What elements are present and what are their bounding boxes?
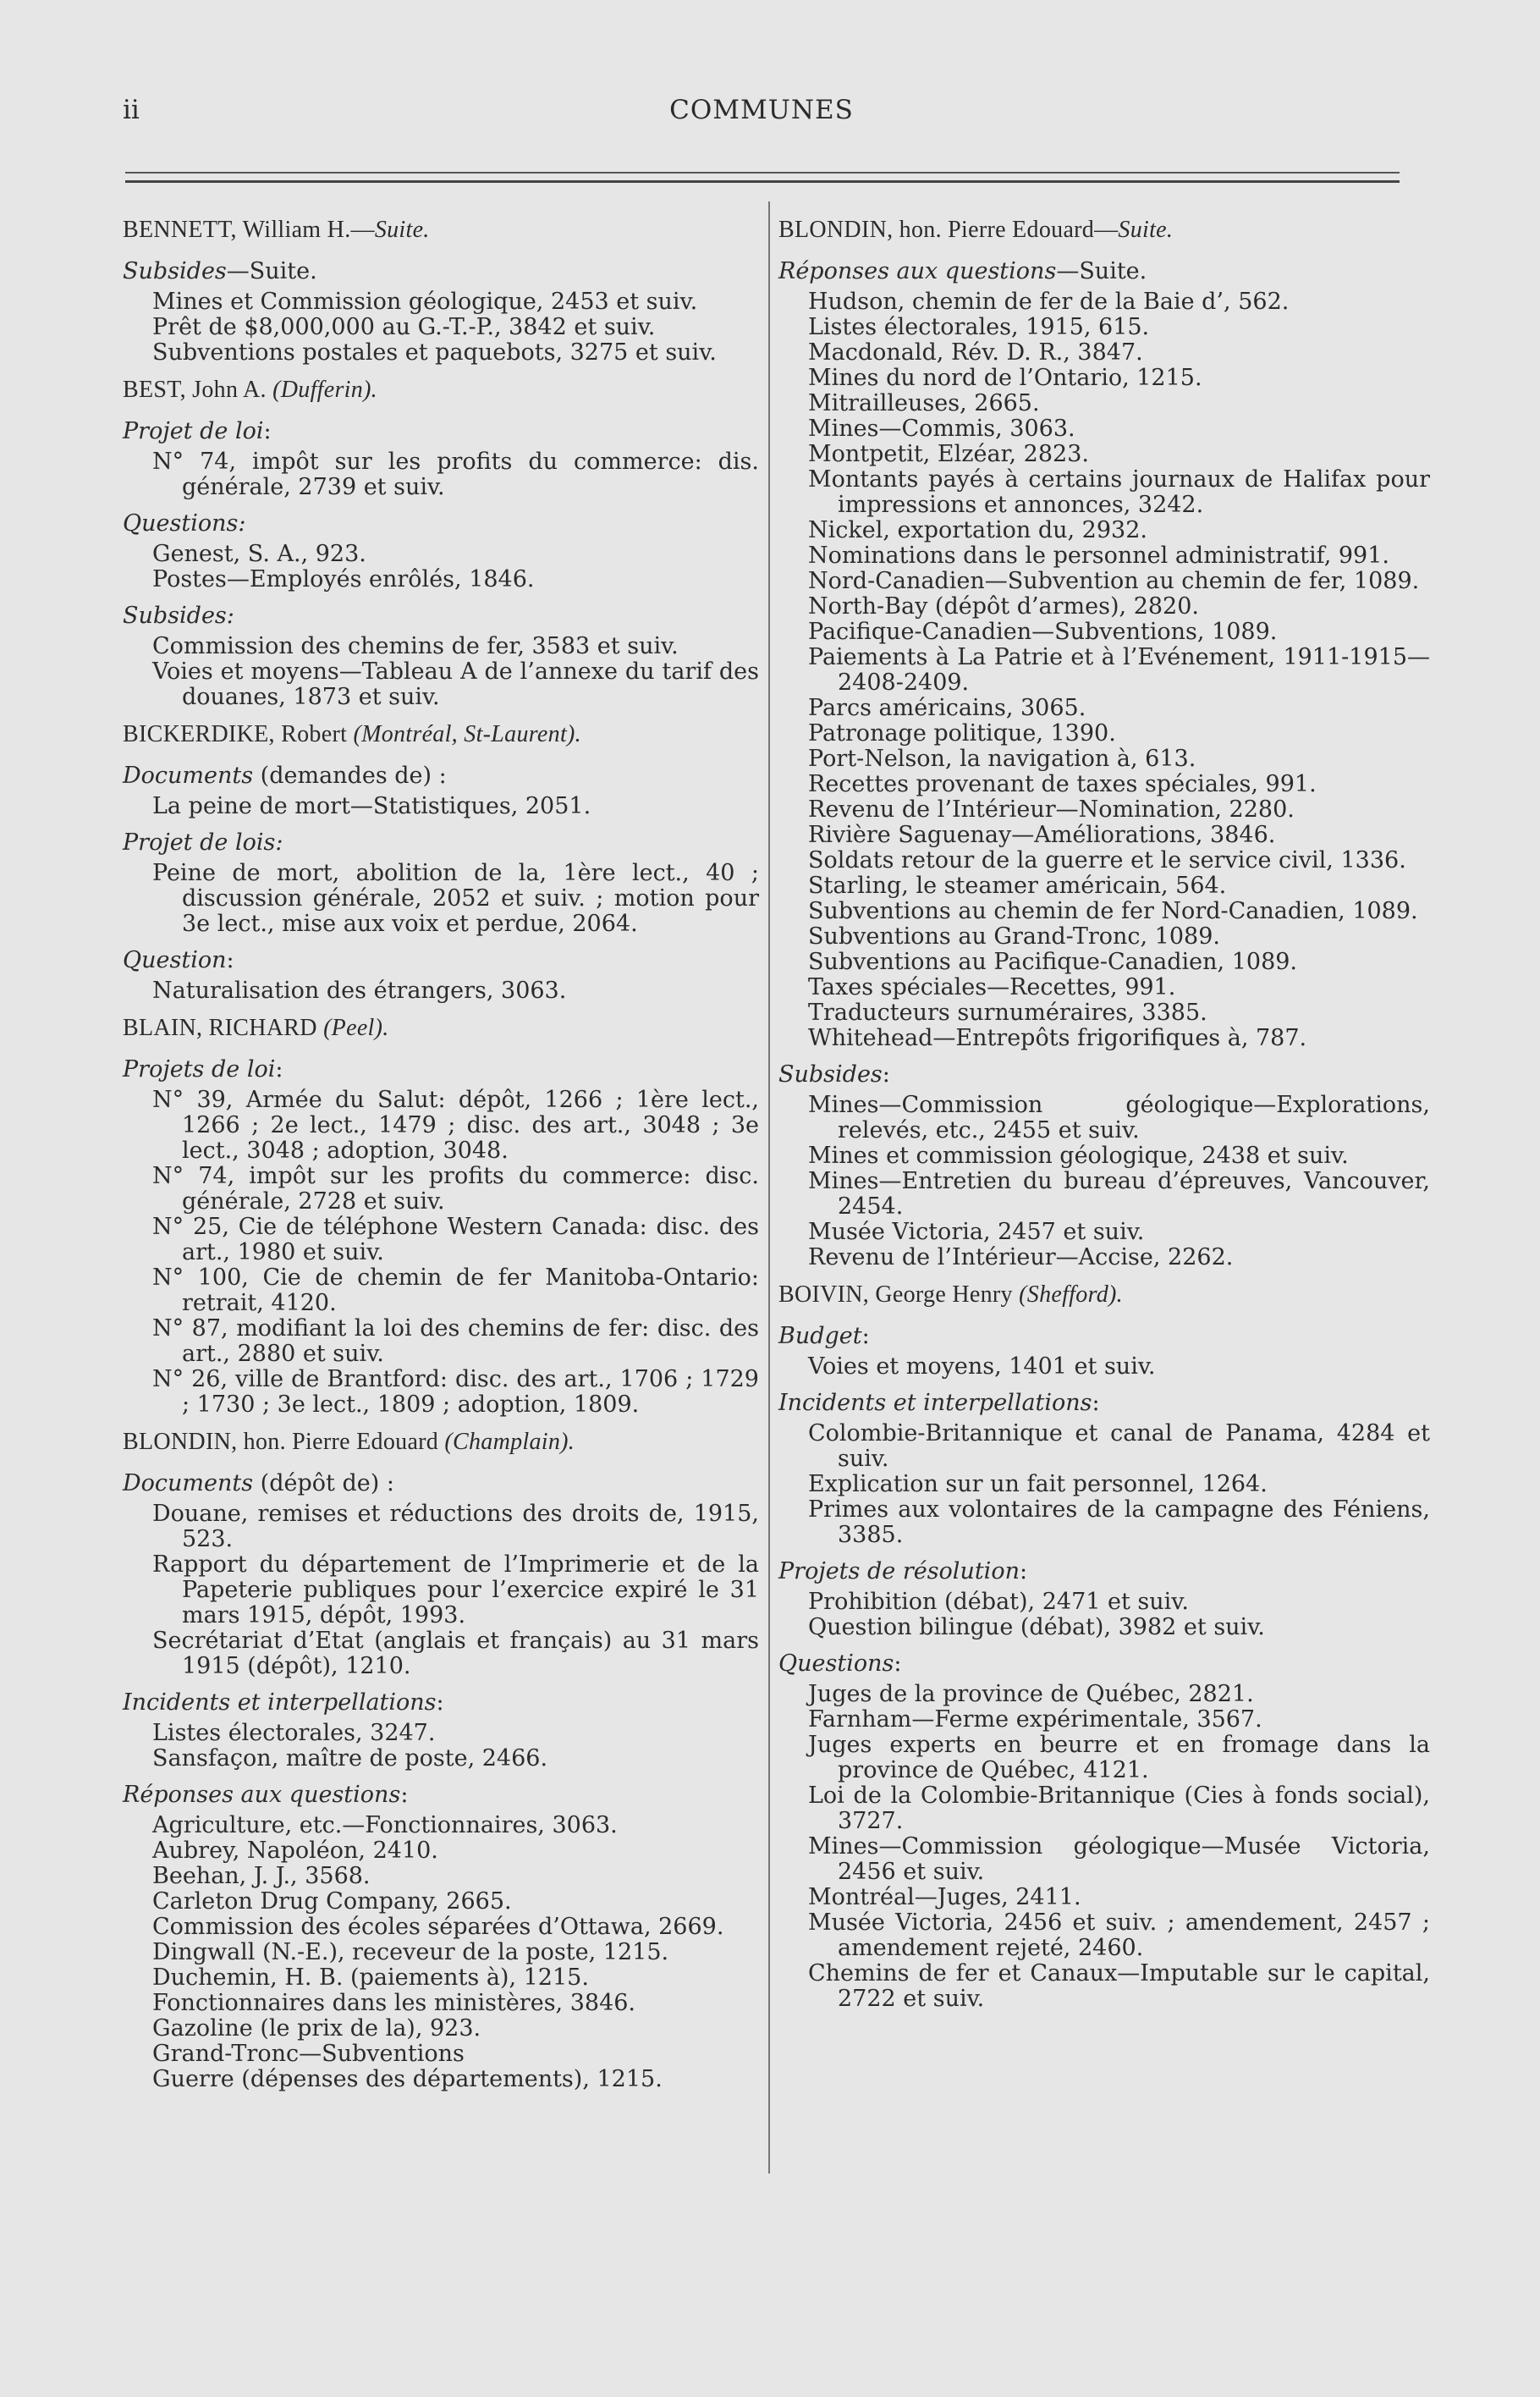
reference-item: Voies et moyens—Tableau A de l’annexe du tarif des douanes, 1873 et suiv.	[152, 658, 759, 710]
reference-item: N° 26, ville de Brantford: disc. des art., 1706 ; 1729 ; 1730 ; 3e lect., 1809 ; adoption, 1809.	[152, 1366, 759, 1418]
category-label	[123, 1689, 759, 1716]
reference-item: Gazoline (le prix de la), 923.	[152, 2015, 481, 2042]
category-label	[123, 1056, 759, 1083]
reference-item: Prohibition (débat), 2471 et suiv.	[808, 1589, 1189, 1615]
entry-category	[778, 258, 1430, 1051]
category-label	[123, 829, 759, 856]
category-label	[778, 1558, 1430, 1584]
entry-heading	[123, 720, 759, 748]
reference-list	[123, 449, 759, 500]
reference-item: Mitrailleuses, 2665.	[808, 390, 1040, 416]
reference-item: Montants payés à certains journaux de Halifax pour impressions et annonces, 3242.	[808, 466, 1430, 518]
category-label	[778, 1650, 1430, 1677]
entry-qualifier: (Peel).	[323, 1015, 389, 1041]
reference-item: Sansfaçon, maître de poste, 2466.	[152, 1745, 548, 1772]
reference-item: Rivière Saguenay—Améliorations, 3846.	[808, 822, 1276, 848]
category-label	[778, 1323, 1430, 1349]
category-name: Question	[123, 947, 227, 973]
reference-item: Commission des écoles séparées d’Ottawa, 2669.	[152, 1914, 724, 1940]
category-name: Questions	[778, 1650, 894, 1677]
header-rule-thin	[125, 172, 1400, 174]
reference-list	[778, 289, 1430, 1051]
reference-item: Recettes provenant de taxes spéciales, 991.	[808, 771, 1317, 797]
category-name: Budget	[778, 1323, 862, 1349]
reference-item: Listes électorales, 1915, 615.	[808, 314, 1150, 340]
reference-item: Mines—Commission géologique—Musée Victoria, 2456 et suiv.	[808, 1833, 1430, 1885]
index-entry	[778, 216, 1430, 1270]
entry-heading	[123, 376, 759, 404]
entry-category	[778, 1390, 1430, 1548]
reference-item: N° 74, impôt sur les profits du commerce: dis. générale, 2739 et suiv.	[152, 449, 759, 500]
category-name: Subsides	[778, 1061, 883, 1088]
reference-item: Voies et moyens, 1401 et suiv.	[808, 1353, 1156, 1380]
running-title: COMMUNES	[669, 95, 854, 125]
category-name: Réponses aux questions	[778, 258, 1057, 284]
reference-list	[778, 1682, 1430, 2012]
category-label	[123, 603, 759, 629]
reference-item: Mines et Commission géologique, 2453 et suiv.	[152, 289, 698, 315]
reference-item: Question bilingue (débat), 3982 et suiv.	[808, 1614, 1265, 1640]
reference-list	[123, 1721, 759, 1772]
reference-item: Duchemin, H. B. (paiements à), 1215.	[152, 1964, 589, 1991]
category-suffix: :	[882, 1061, 890, 1088]
entry-qualifier: (Shefford).	[1019, 1281, 1123, 1308]
category-label	[123, 418, 759, 444]
index-entry	[123, 376, 759, 710]
reference-item: Subventions au Grand-Tronc, 1089.	[808, 923, 1220, 950]
page-header	[123, 95, 1400, 146]
category-suffix: (dépôt de) :	[253, 1470, 394, 1496]
category-name: Projet de lois:	[123, 829, 283, 856]
category-suffix: —Suite.	[1056, 258, 1147, 284]
reference-item: Mines et commission géologique, 2438 et suiv.	[808, 1143, 1349, 1169]
entry-heading	[123, 1014, 759, 1042]
category-suffix: —Suite.	[226, 258, 317, 284]
reference-item: Taxes spéciales—Recettes, 991.	[808, 974, 1176, 1000]
reference-list	[123, 1813, 759, 2092]
reference-item: Juges de la province de Québec, 2821.	[808, 1681, 1254, 1707]
header-rule-thick	[125, 180, 1400, 183]
reference-list	[123, 861, 759, 937]
reference-item: Revenu de l’Intérieur—Nomination, 2280.	[808, 796, 1295, 823]
category-name: Subsides:	[123, 603, 234, 629]
reference-item: Mines—Commission géologique—Explorations, relevés, etc., 2455 et suiv.	[808, 1092, 1430, 1143]
reference-item: Rapport du département de l’Imprimerie et de la Papeterie publiques pour l’exercice expiré le 31 mars 1915, dépôt, 1993.	[152, 1551, 759, 1628]
category-suffix: :	[275, 1056, 283, 1083]
reference-item: Commission des chemins de fer, 3583 et suiv.	[152, 633, 679, 659]
category-suffix: :	[436, 1689, 444, 1716]
entry-name: BENNETT, William H.—	[123, 217, 375, 243]
reference-item: Douane, remises et réductions des droits de, 1915, 523.	[152, 1501, 759, 1552]
index-entry	[123, 720, 759, 1004]
category-label	[123, 763, 759, 789]
reference-item: N° 100, Cie de chemin de fer Manitoba-Ontario: retrait, 4120.	[152, 1265, 759, 1316]
category-label	[123, 1782, 759, 1808]
reference-item: Soldats retour de la guerre et le service civil, 1336.	[808, 847, 1406, 873]
index-entry	[123, 1014, 759, 1418]
reference-item: Mines du nord de l’Ontario, 1215.	[808, 365, 1202, 391]
entry-category	[123, 1056, 759, 1418]
category-name: Projet de loi	[123, 418, 264, 444]
reference-item: Patronage politique, 1390.	[808, 720, 1116, 747]
category-suffix: (demandes de) :	[253, 763, 447, 789]
category-label	[778, 1061, 1430, 1088]
reference-list	[778, 1590, 1430, 1640]
category-label	[123, 947, 759, 973]
entry-name: BICKERDIKE, Robert	[123, 721, 354, 747]
reference-item: Pacifique-Canadien—Subventions, 1089.	[808, 619, 1278, 645]
reference-item: Subventions au chemin de fer Nord-Canadien, 1089.	[808, 898, 1418, 924]
entry-qualifier: (Montréal, St-Laurent).	[353, 721, 581, 747]
reference-item: Postes—Employés enrôlés, 1846.	[152, 566, 535, 592]
reference-item: North-Bay (dépôt d’armes), 2820.	[808, 593, 1199, 620]
reference-item: N° 74, impôt sur les profits du commerce: disc. générale, 2728 et suiv.	[152, 1163, 759, 1215]
right-column	[778, 216, 1430, 2022]
reference-item: La peine de mort—Statistiques, 2051.	[152, 793, 591, 819]
reference-item: Prêt de $8,000,000 au G.-T.-P., 3842 et suiv.	[152, 314, 656, 340]
reference-item: Guerre (dépenses des départements), 1215.	[152, 2066, 663, 2092]
entry-name: BEST, John A.	[123, 377, 273, 403]
reference-item: Primes aux volontaires de la campagne des Féniens, 3385.	[808, 1496, 1430, 1548]
reference-item: Macdonald, Rév. D. R., 3847.	[808, 339, 1143, 366]
category-label	[123, 510, 759, 537]
reference-item: Musée Victoria, 2456 et suiv. ; amendement, 2457 ; amendement rejeté, 2460.	[808, 1909, 1430, 1961]
reference-item: Mines—Entretien du bureau d’épreuves, Vancouver, 2454.	[808, 1168, 1430, 1220]
entry-qualifier: Suite.	[1118, 217, 1174, 243]
reference-list	[123, 978, 759, 1004]
reference-item: Colombie-Britannique et canal de Panama, 4284 et suiv.	[808, 1420, 1430, 1472]
reference-item: Naturalisation des étrangers, 3063.	[152, 978, 567, 1004]
reference-list	[123, 1502, 759, 1679]
index-entry	[123, 1428, 759, 2092]
category-label	[123, 1470, 759, 1496]
reference-list	[123, 794, 759, 819]
reference-list	[123, 1088, 759, 1418]
reference-list	[778, 1093, 1430, 1270]
entry-category	[123, 947, 759, 1004]
reference-list	[778, 1421, 1430, 1548]
reference-item: N° 87, modifiant la loi des chemins de fer: disc. des art., 2880 et suiv.	[152, 1315, 759, 1367]
category-name: Questions:	[123, 510, 246, 537]
category-name: Documents	[123, 763, 254, 789]
reference-item: Listes électorales, 3247.	[152, 1720, 436, 1746]
entry-category	[123, 1782, 759, 2092]
reference-item: Montpetit, Elzéar, 2823.	[808, 441, 1089, 467]
reference-item: Agriculture, etc.—Fonctionnaires, 3063.	[152, 1812, 618, 1838]
category-name: Incidents et interpellations	[123, 1689, 437, 1716]
reference-list	[123, 634, 759, 710]
reference-item: Starling, le steamer américain, 564.	[808, 873, 1227, 899]
reference-item: Port-Nelson, la navigation à, 613.	[808, 746, 1196, 772]
reference-item: Chemins de fer et Canaux—Imputable sur le capital, 2722 et suiv.	[808, 1960, 1430, 2012]
entry-category	[778, 1558, 1430, 1640]
category-name: Documents	[123, 1470, 254, 1496]
category-name: Projets de loi	[123, 1056, 276, 1083]
reference-item: Juges experts en beurre et en fromage dans la province de Québec, 4121.	[808, 1732, 1430, 1783]
reference-list	[123, 289, 759, 366]
reference-item: Explication sur un fait personnel, 1264.	[808, 1471, 1268, 1497]
entry-category	[778, 1061, 1430, 1270]
category-name: Incidents et interpellations	[778, 1390, 1092, 1416]
reference-item: Aubrey, Napoléon, 2410.	[152, 1838, 438, 1864]
category-suffix: :	[894, 1650, 902, 1677]
reference-item: Beehan, J. J., 3568.	[152, 1863, 371, 1889]
entry-category	[123, 1689, 759, 1772]
category-name: Réponses aux questions	[123, 1782, 401, 1808]
reference-item: Subventions postales et paquebots, 3275 et suiv.	[152, 339, 717, 366]
reference-item: Revenu de l’Intérieur—Accise, 2262.	[808, 1244, 1234, 1270]
entry-heading	[123, 216, 759, 244]
reference-item: Montréal—Juges, 2411.	[808, 1884, 1081, 1910]
entry-category	[123, 418, 759, 500]
reference-item: Parcs américains, 3065.	[808, 695, 1086, 721]
entry-category	[123, 603, 759, 710]
reference-item: Secrétariat d’Etat (anglais et français) au 31 mars 1915 (dépôt), 1210.	[152, 1628, 759, 1679]
category-label	[778, 258, 1430, 284]
reference-item: N° 39, Armée du Salut: dépôt, 1266 ; 1ère lect., 1266 ; 2e lect., 1479 ; disc. des art., 3048 ; 3e lect., 3048 ; adoption, 3048.	[152, 1087, 759, 1164]
reference-item: Genest, S. A., 923.	[152, 541, 366, 567]
column-divider	[768, 201, 770, 2174]
entry-heading	[778, 1281, 1430, 1309]
page-number: ii	[123, 95, 140, 125]
reference-item: Nord-Canadien—Subvention au chemin de fer, 1089.	[808, 568, 1420, 594]
entry-heading	[778, 216, 1430, 244]
entry-name: BLONDIN, hon. Pierre Edouard—	[778, 217, 1119, 243]
reference-item: Farnham—Ferme expérimentale, 3567.	[808, 1706, 1262, 1733]
entry-qualifier: Suite.	[374, 217, 430, 243]
category-label	[123, 258, 759, 284]
left-column	[123, 216, 759, 2102]
reference-item: Dingwall (N.-E.), receveur de la poste, 1215.	[152, 1939, 669, 1965]
index-entry	[778, 1281, 1430, 2012]
reference-item: Fonctionnaires dans les ministères, 3846.	[152, 1990, 636, 2016]
entry-name: BOIVIN, George Henry	[778, 1281, 1020, 1308]
entry-qualifier: (Champlain).	[444, 1429, 575, 1455]
index-entry	[123, 216, 759, 366]
category-suffix: :	[1092, 1390, 1100, 1416]
reference-item: Nickel, exportation du, 2932.	[808, 517, 1147, 543]
reference-item: Whitehead—Entrepôts frigorifiques à, 787.	[808, 1025, 1307, 1051]
category-label	[778, 1390, 1430, 1416]
reference-item: Mines—Commis, 3063.	[808, 416, 1075, 442]
reference-list	[778, 1354, 1430, 1380]
reference-item: Traducteurs surnuméraires, 3385.	[808, 1000, 1207, 1026]
reference-item: Nominations dans le personnel administratif, 991.	[808, 543, 1389, 569]
category-suffix: :	[263, 418, 272, 444]
category-suffix: :	[400, 1782, 409, 1808]
entry-category	[123, 829, 759, 937]
reference-item: Peine de mort, abolition de la, 1ère lect., 40 ; discussion générale, 2052 et suiv. ; motion pour 3e lect., mise aux voix et perdue, 2064.	[152, 860, 759, 937]
entry-heading	[123, 1428, 759, 1456]
entry-category	[123, 258, 759, 366]
entry-name: BLAIN, RICHARD	[123, 1015, 324, 1041]
entry-category	[778, 1650, 1430, 2012]
reference-item: Grand-Tronc—Subventions	[152, 2041, 465, 2067]
entry-name: BLONDIN, hon. Pierre Edouard	[123, 1429, 445, 1455]
entry-qualifier: (Dufferin).	[272, 377, 377, 403]
category-suffix: :	[1019, 1558, 1028, 1584]
reference-item: N° 25, Cie de téléphone Western Canada: disc. des art., 1980 et suiv.	[152, 1214, 759, 1265]
entry-category	[123, 1470, 759, 1679]
reference-list	[123, 542, 759, 592]
entry-category	[123, 510, 759, 592]
entry-category	[778, 1323, 1430, 1380]
reference-item: Paiements à La Patrie et à l’Evénement, 1911-1915—2408-2409.	[808, 644, 1430, 696]
reference-item: Loi de la Colombie-Britannique (Cies à fonds social), 3727.	[808, 1783, 1430, 1834]
reference-item: Subventions au Pacifique-Canadien, 1089.	[808, 949, 1298, 975]
category-suffix: :	[861, 1323, 870, 1349]
category-suffix: :	[226, 947, 234, 973]
reference-item: Hudson, chemin de fer de la Baie d’, 562.	[808, 289, 1290, 315]
category-name: Projets de résolution	[778, 1558, 1020, 1584]
reference-item: Carleton Drug Company, 2665.	[152, 1888, 512, 1915]
reference-item: Musée Victoria, 2457 et suiv.	[808, 1219, 1145, 1245]
entry-category	[123, 763, 759, 819]
category-name: Subsides	[123, 258, 227, 284]
